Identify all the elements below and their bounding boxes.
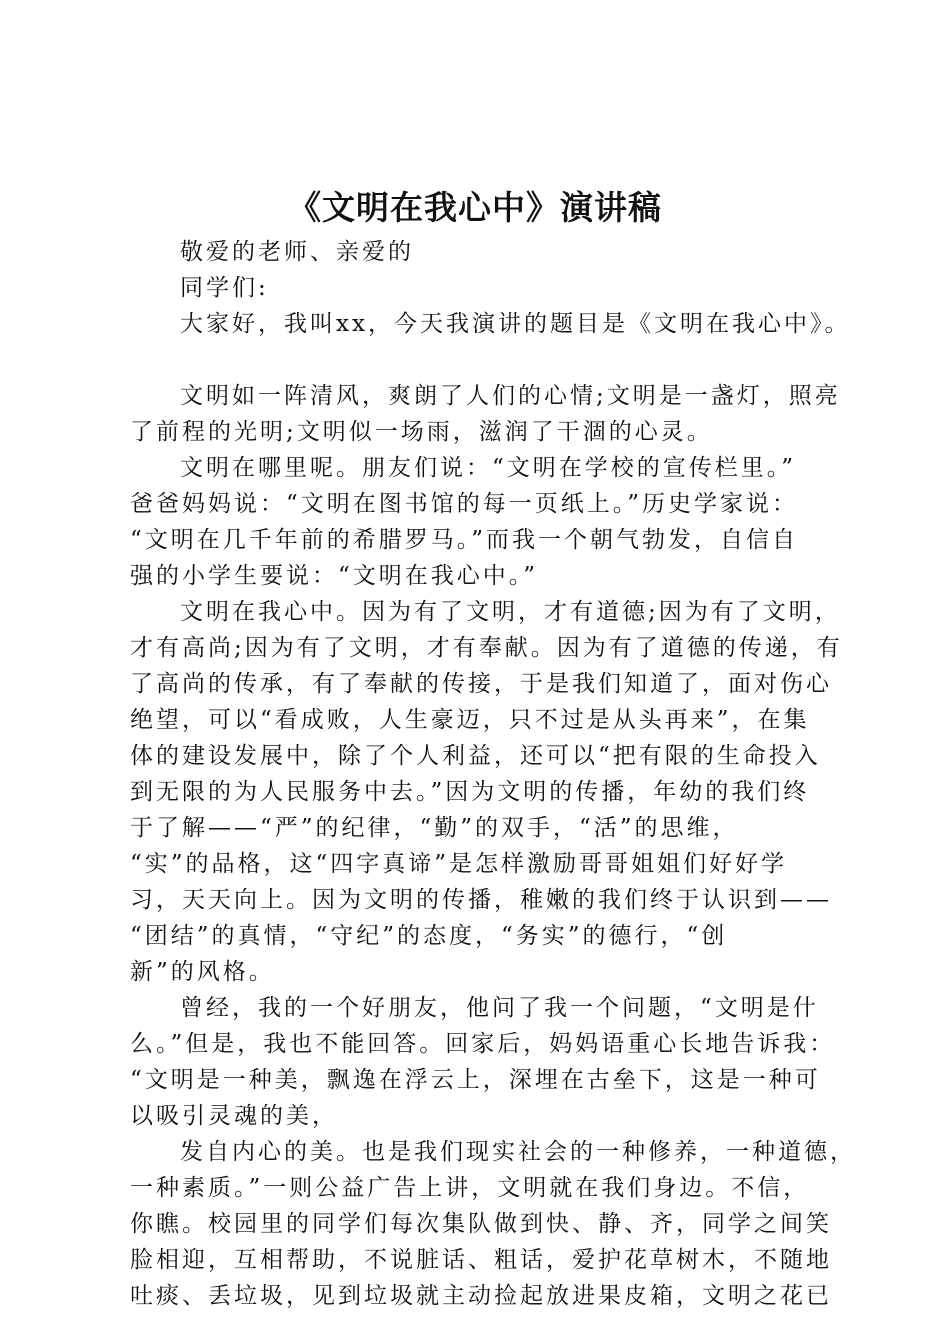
blank-line xyxy=(130,342,835,378)
paragraph-line: “文明在几千年前的希腊罗马。”而我一个朝气勃发，自信自 xyxy=(130,527,799,553)
paragraph-line: “文明是一种美，飘逸在浮云上，深埋在古垒下，这是一种可 xyxy=(130,1067,821,1093)
paragraph-line: 才有高尚;因为有了文明，才有奉献。因为有了道德的传递，有 xyxy=(130,635,843,661)
paragraph-line: 强的小学生要说：“文明在我心中。” xyxy=(130,563,539,589)
paragraph-1 xyxy=(130,378,841,450)
paragraph-line: 爸爸妈妈说：“文明在图书馆的每一页纸上。”历史学家说： xyxy=(130,491,799,517)
paragraph-line: 体的建设发展中，除了个人利益，还可以“把有限的生命投入 xyxy=(130,743,821,769)
paragraph-line: 脸相迎，互相帮助，不说脏话、粗话，爱护花草树木，不随地 xyxy=(130,1247,832,1273)
paragraph-line: 以吸引灵魂的美， xyxy=(130,1103,338,1129)
paragraph-line: 于了解——“严”的纪律，“勤”的双手，“活”的思维， xyxy=(130,815,739,841)
document-title: 《文明在我心中》演讲稿 xyxy=(288,188,662,227)
greeting-line-2: 同学们: xyxy=(180,275,269,301)
paragraph-2 xyxy=(130,450,835,594)
paragraph-line: 一种素质。”一则公益广告上讲，文明就在我们身边。不信， xyxy=(130,1175,810,1201)
paragraph-line: 文明在哪里呢。朋友们说：“文明在学校的宣传栏里。” xyxy=(180,455,797,481)
paragraph-line: 到无限的为人民服务中去。”因为文明的传播，年幼的我们终 xyxy=(130,779,810,805)
paragraph-line: 了前程的光明;文明似一场雨，滋润了干涸的心灵。 xyxy=(130,419,713,445)
paragraph-line: 新”的风格。 xyxy=(130,959,275,985)
paragraph-line: 文明如一阵清风，爽朗了人们的心情;文明是一盏灯，照亮 xyxy=(180,383,841,409)
paragraph-line: 么。”但是，我也不能回答。回家后，妈妈语重心长地告诉我： xyxy=(130,1031,836,1057)
paragraph-line: “实”的品格，这“四字真谛”是怎样激励哥哥姐姐们好好学 xyxy=(130,851,788,877)
paragraph-line: 绝望，可以“看成败，人生豪迈，只不过是从头再来”，在集 xyxy=(130,707,810,733)
intro-line: 大家好，我叫xx，今天我演讲的题目是《文明在我心中》。 xyxy=(180,311,851,337)
paragraph-line: 文明在我心中。因为有了文明，才有道德;因为有了文明， xyxy=(180,599,841,625)
paragraph-line: 了高尚的传承，有了奉献的传接，于是我们知道了，面对伤心 xyxy=(130,671,832,697)
paragraph-line: 发自内心的美。也是我们现实社会的一种修养，一种道德， xyxy=(180,1139,856,1165)
paragraph-line: 曾经，我的一个好朋友，他问了我一个问题，“文明是什 xyxy=(180,995,819,1021)
document-body xyxy=(130,234,856,1314)
paragraph-line: 习，天天向上。因为文明的传播，稚嫩的我们终于认识到—— xyxy=(130,887,832,913)
paragraph-line: 吐痰、丢垃圾，见到垃圾就主动捡起放进果皮箱，文明之花已 xyxy=(130,1283,832,1309)
paragraph-line: “团结”的真情，“守纪”的态度，“务实”的德行，“创 xyxy=(130,923,728,949)
paragraph-5 xyxy=(130,1134,856,1314)
greeting-line-1: 敬爱的老师、亲爱的 xyxy=(180,239,414,265)
paragraph-3 xyxy=(130,594,843,990)
paragraph-line: 你瞧。校园里的同学们每次集队做到快、静、齐，同学之间笑 xyxy=(130,1211,832,1237)
paragraph-4 xyxy=(130,990,835,1134)
